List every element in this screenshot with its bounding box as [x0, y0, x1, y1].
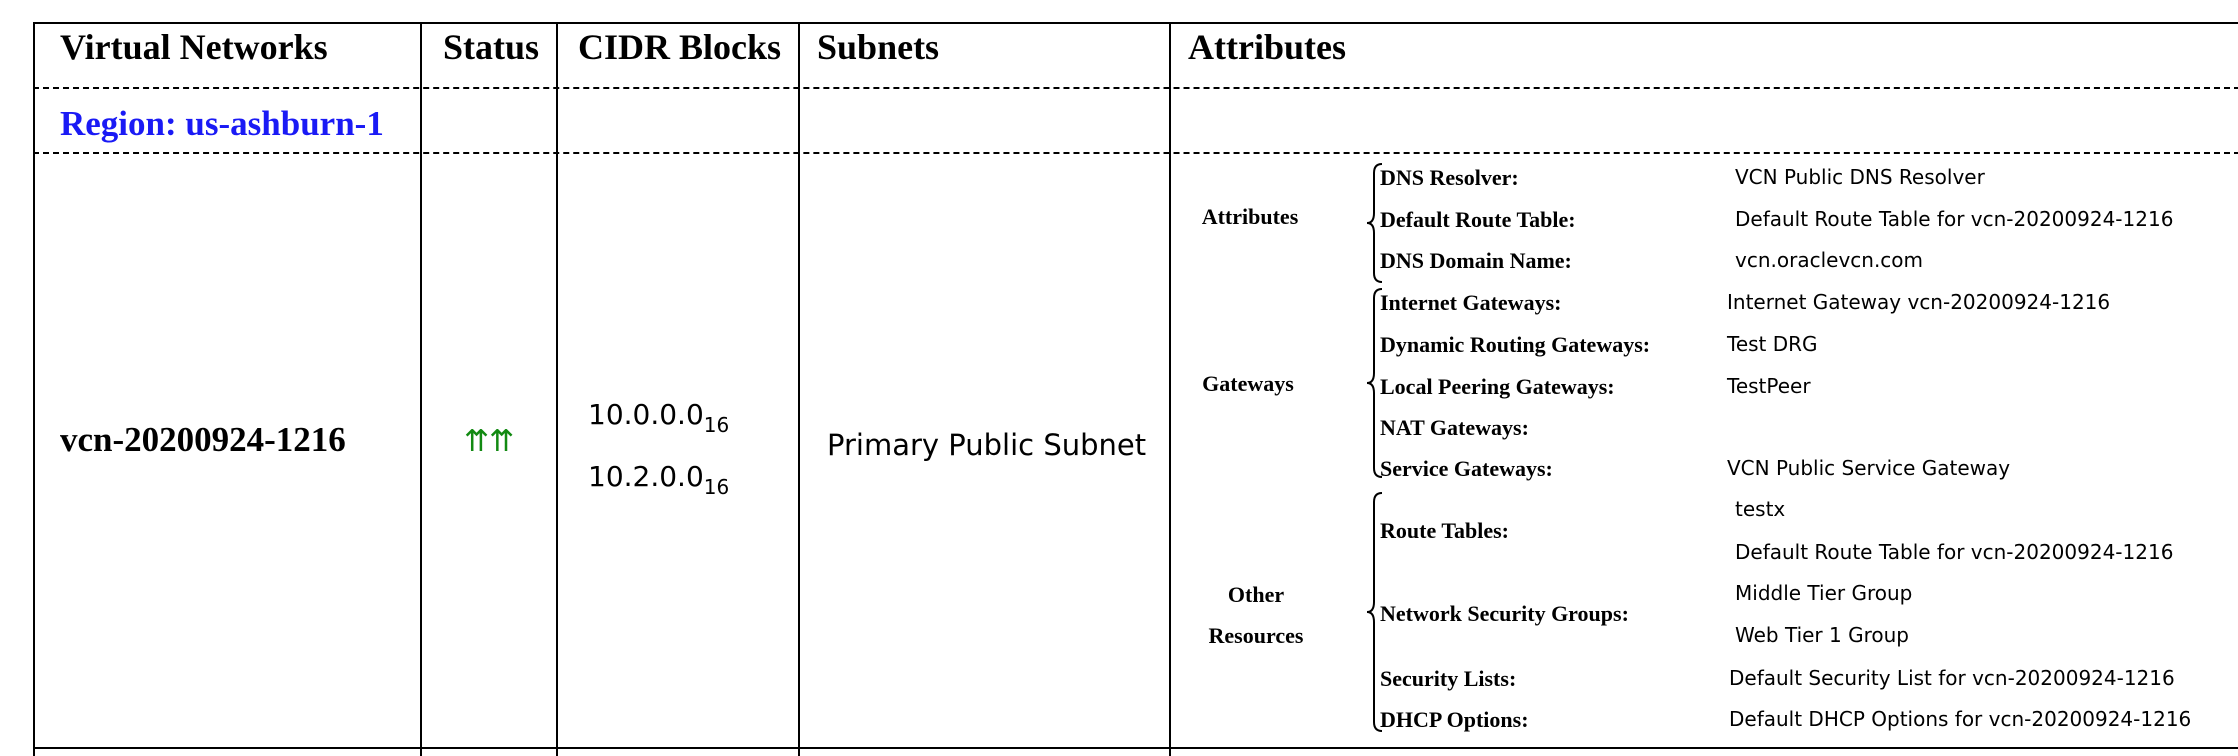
- col-border-subnets: [798, 22, 800, 756]
- attr-value: testx: [1735, 497, 1786, 521]
- cidr-block: [588, 398, 729, 437]
- header-virtual-networks: Virtual Networks: [60, 27, 328, 67]
- cidr-ip: 10.0.0.0: [588, 398, 704, 431]
- group-label-line: Other: [1227, 582, 1285, 607]
- attr-value: Default DHCP Options for vcn-20200924-1216: [1729, 707, 2192, 731]
- header-cidr-blocks: CIDR Blocks: [578, 27, 782, 67]
- cidr-prefix: 16: [703, 475, 730, 499]
- group-label-other-resources: [1186, 574, 1326, 656]
- attr-key: Security Lists:: [1380, 666, 1517, 691]
- attr-value: Default Route Table for vcn-20200924-1216: [1735, 207, 2174, 231]
- attr-value: Web Tier 1 Group: [1735, 623, 1909, 647]
- col-border-cidr: [556, 22, 558, 756]
- attr-key: Default Route Table:: [1380, 207, 1576, 232]
- attr-key: NAT Gateways:: [1380, 415, 1529, 440]
- header-subnets: Subnets: [817, 27, 940, 67]
- attr-key: Network Security Groups:: [1380, 601, 1629, 626]
- col-border-left: [33, 22, 35, 756]
- header-attributes: Attributes: [1188, 27, 1346, 67]
- attr-key: DHCP Options:: [1380, 707, 1529, 732]
- attr-value: Test DRG: [1727, 332, 1818, 356]
- attr-value: Default Route Table for vcn-20200924-1216: [1735, 540, 2174, 564]
- table-top-border: [33, 22, 2238, 24]
- header-divider: [33, 87, 2238, 89]
- row-bottom-border: [33, 747, 2238, 749]
- attr-key: DNS Resolver:: [1380, 165, 1519, 190]
- attr-key: Dynamic Routing Gateways:: [1380, 332, 1651, 357]
- col-border-attributes: [1169, 22, 1171, 756]
- attr-key: Route Tables:: [1380, 518, 1509, 543]
- attr-key: DNS Domain Name:: [1380, 248, 1572, 273]
- attr-key: Internet Gateways:: [1380, 290, 1562, 315]
- up-arrows-icon: ⇈⇈: [464, 424, 515, 459]
- cidr-ip: 10.2.0.0: [588, 460, 704, 493]
- header-status: Status: [443, 27, 540, 67]
- attr-key: Local Peering Gateways:: [1380, 374, 1615, 399]
- attr-value: TestPeer: [1727, 374, 1811, 398]
- group-label-gateways: Gateways: [1202, 371, 1294, 396]
- group-label-line: Resources: [1208, 623, 1304, 648]
- vcn-name: vcn-20200924-1216: [60, 420, 346, 459]
- attr-value: VCN Public DNS Resolver: [1735, 165, 1985, 189]
- attr-value: Internet Gateway vcn-20200924-1216: [1727, 290, 2111, 314]
- attr-value: Default Security List for vcn-20200924-1216: [1729, 666, 2175, 690]
- cidr-block: [588, 460, 729, 499]
- attr-key: Service Gateways:: [1380, 456, 1553, 481]
- cidr-prefix: 16: [703, 413, 730, 437]
- attr-value: VCN Public Service Gateway: [1727, 456, 2011, 480]
- region-label: Region: us-ashburn-1: [60, 104, 384, 143]
- attr-value: Middle Tier Group: [1735, 581, 1913, 605]
- group-label-attributes: Attributes: [1201, 204, 1299, 229]
- attr-value: vcn.oraclevcn.com: [1735, 248, 1924, 272]
- region-divider: [33, 152, 2238, 154]
- subnet-name: Primary Public Subnet: [827, 428, 1147, 462]
- col-border-status: [420, 22, 422, 756]
